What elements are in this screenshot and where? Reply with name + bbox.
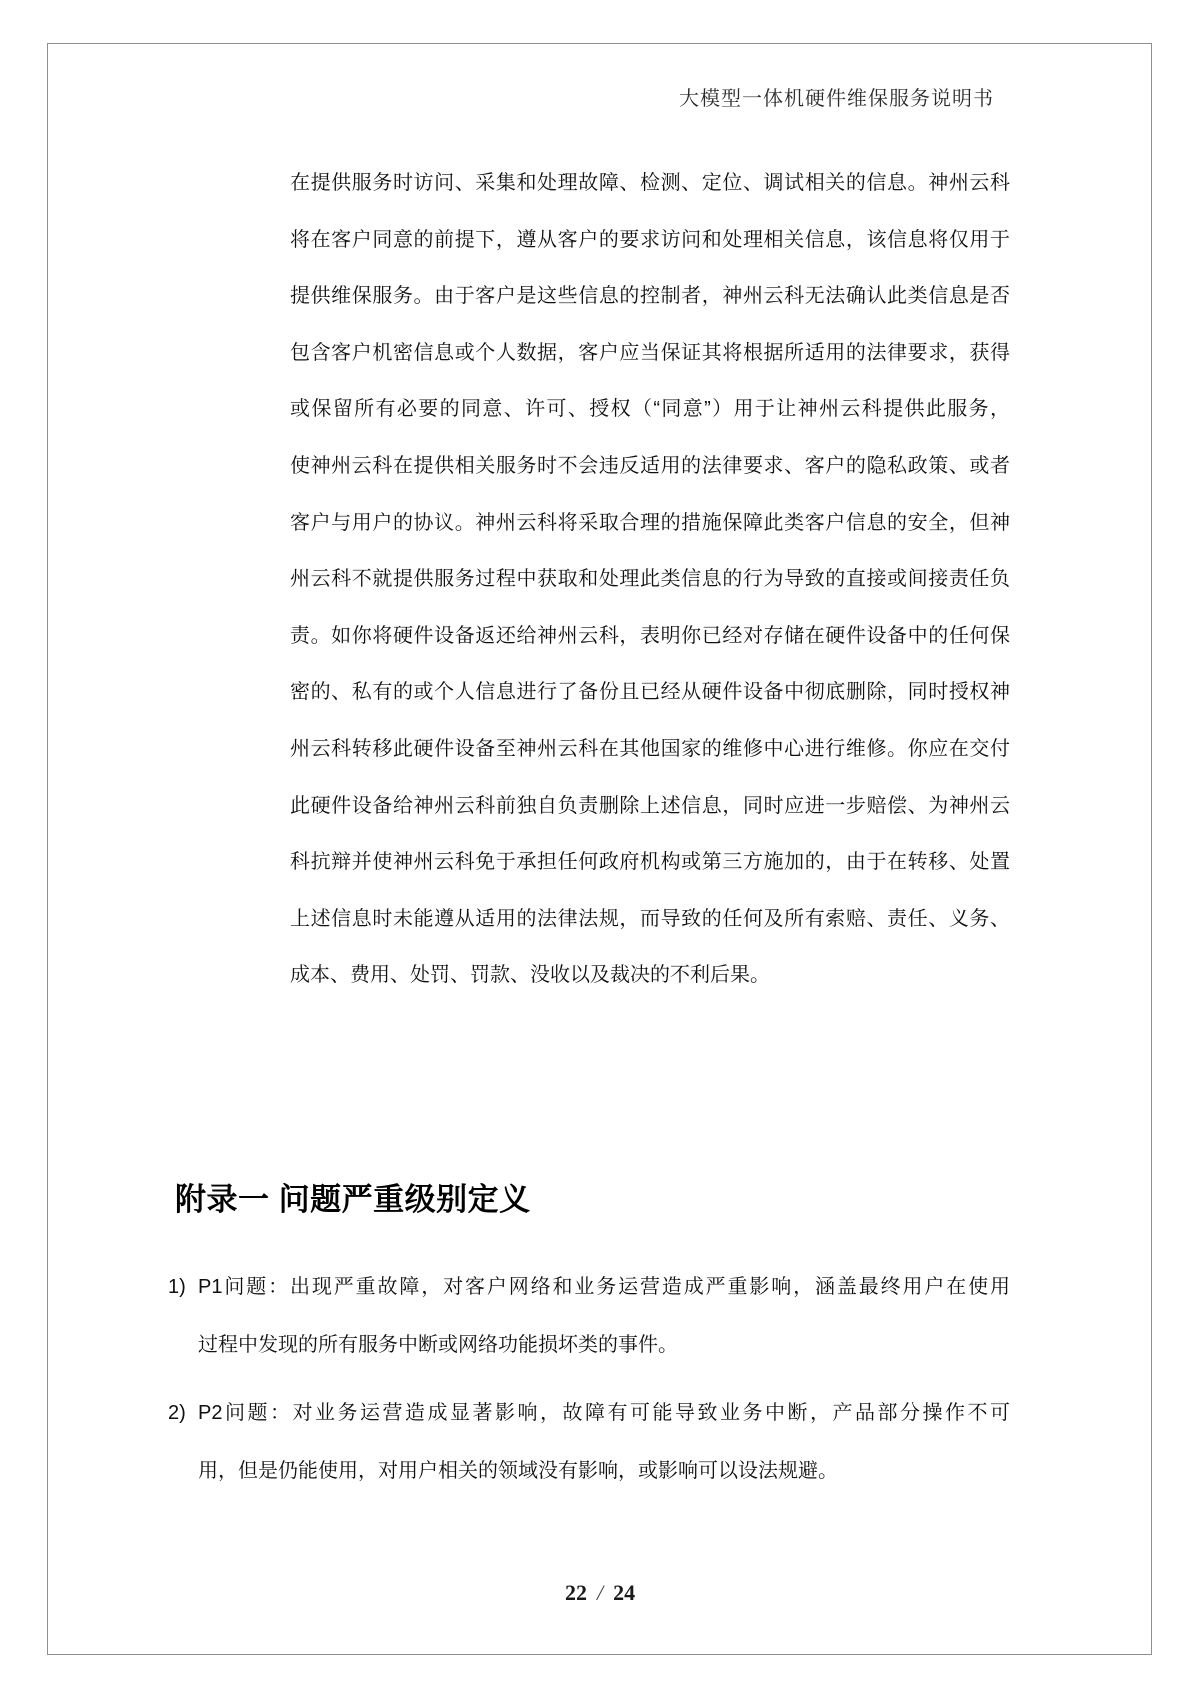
severity-list xyxy=(168,1258,1010,1510)
paragraph-line: 上述信息时未能遵从适用的法律法规，而导致的任何及所有索赔、责任、义务、 xyxy=(290,907,1010,930)
paragraph-line: 包含客户机密信息或个人数据，客户应当保证其将根据所适用的法律要求，获得 xyxy=(290,341,1010,364)
paragraph-line: 提供维保服务。由于客户是这些信息的控制者，神州云科无法确认此类信息是否 xyxy=(290,285,1010,308)
paragraph-line: 科抗辩并使神州云科免于承担任何政府机构或第三方施加的，由于在转移、处置 xyxy=(290,851,1010,874)
paragraph-line: 州云科不就提供服务过程中获取和处理此类信息的行为导致的直接或间接责任负 xyxy=(290,568,1010,591)
list-item-text xyxy=(198,1258,1010,1374)
paragraph-line: 成本、费用、处罚、罚款、没收以及裁决的不利后果。 xyxy=(290,964,770,987)
list-item-line: 过程中发现的所有服务中断或网络功能损坏类的事件。 xyxy=(198,1334,678,1356)
list-item-marker: 2) xyxy=(168,1402,186,1424)
paragraph-line: 密的、私有的或个人信息进行了备份且已经从硬件设备中彻底删除，同时授权神 xyxy=(290,681,1010,704)
list-item-marker: 1) xyxy=(168,1276,186,1298)
page-number-total: 24 xyxy=(613,1580,636,1605)
list-item xyxy=(168,1258,1010,1374)
paragraph-line: 责。如你将硬件设备返还给神州云科，表明你已经对存储在硬件设备中的任何保 xyxy=(290,624,1010,647)
paragraph-line: 使神州云科在提供相关服务时不会违反适用的法律要求、客户的隐私政策、或者 xyxy=(290,454,1010,477)
list-item-line: P2问题：对业务运营造成显著影响，故障有可能导致业务中断，产品部分操作不可 xyxy=(198,1402,1010,1424)
header-title: 大模型一体机硬件维保服务说明书 xyxy=(679,88,994,110)
appendix-heading: 附录一 问题严重级别定义 xyxy=(175,1182,531,1217)
paragraph-line: 州云科转移此硬件设备至神州云科在其他国家的维修中心进行维修。你应在交付 xyxy=(290,737,1010,760)
page-number-separator: / xyxy=(596,1580,604,1605)
paragraph-line: 在提供服务时访问、采集和处理故障、检测、定位、调试相关的信息。神州云科 xyxy=(290,172,1010,194)
list-item-line: P1问题：出现严重故障，对客户网络和业务运营造成严重影响，涵盖最终用户在使用 xyxy=(198,1276,1010,1298)
paragraph-line: 将在客户同意的前提下，遵从客户的要求访问和处理相关信息，该信息将仅用于 xyxy=(290,228,1010,251)
list-item-text xyxy=(198,1384,1010,1500)
paragraph-line: 客户与用户的协议。神州云科将采取合理的措施保障此类客户信息的安全，但神 xyxy=(290,511,1010,534)
list-item-line: 用，但是仍能使用，对用户相关的领域没有影响，或影响可以设法规避。 xyxy=(198,1460,838,1482)
paragraph-line: 或保留所有必要的同意、许可、授权（“同意”）用于让神州云科提供此服务， xyxy=(290,398,1010,421)
page-footer xyxy=(0,1578,1200,1608)
list-item xyxy=(168,1384,1010,1500)
paragraph-line: 此硬件设备给神州云科前独自负责删除上述信息，同时应进一步赔偿、为神州云 xyxy=(290,794,1010,817)
body-paragraph xyxy=(290,155,1010,1004)
page-header xyxy=(290,82,1010,111)
page-number-current: 22 xyxy=(564,1580,587,1605)
